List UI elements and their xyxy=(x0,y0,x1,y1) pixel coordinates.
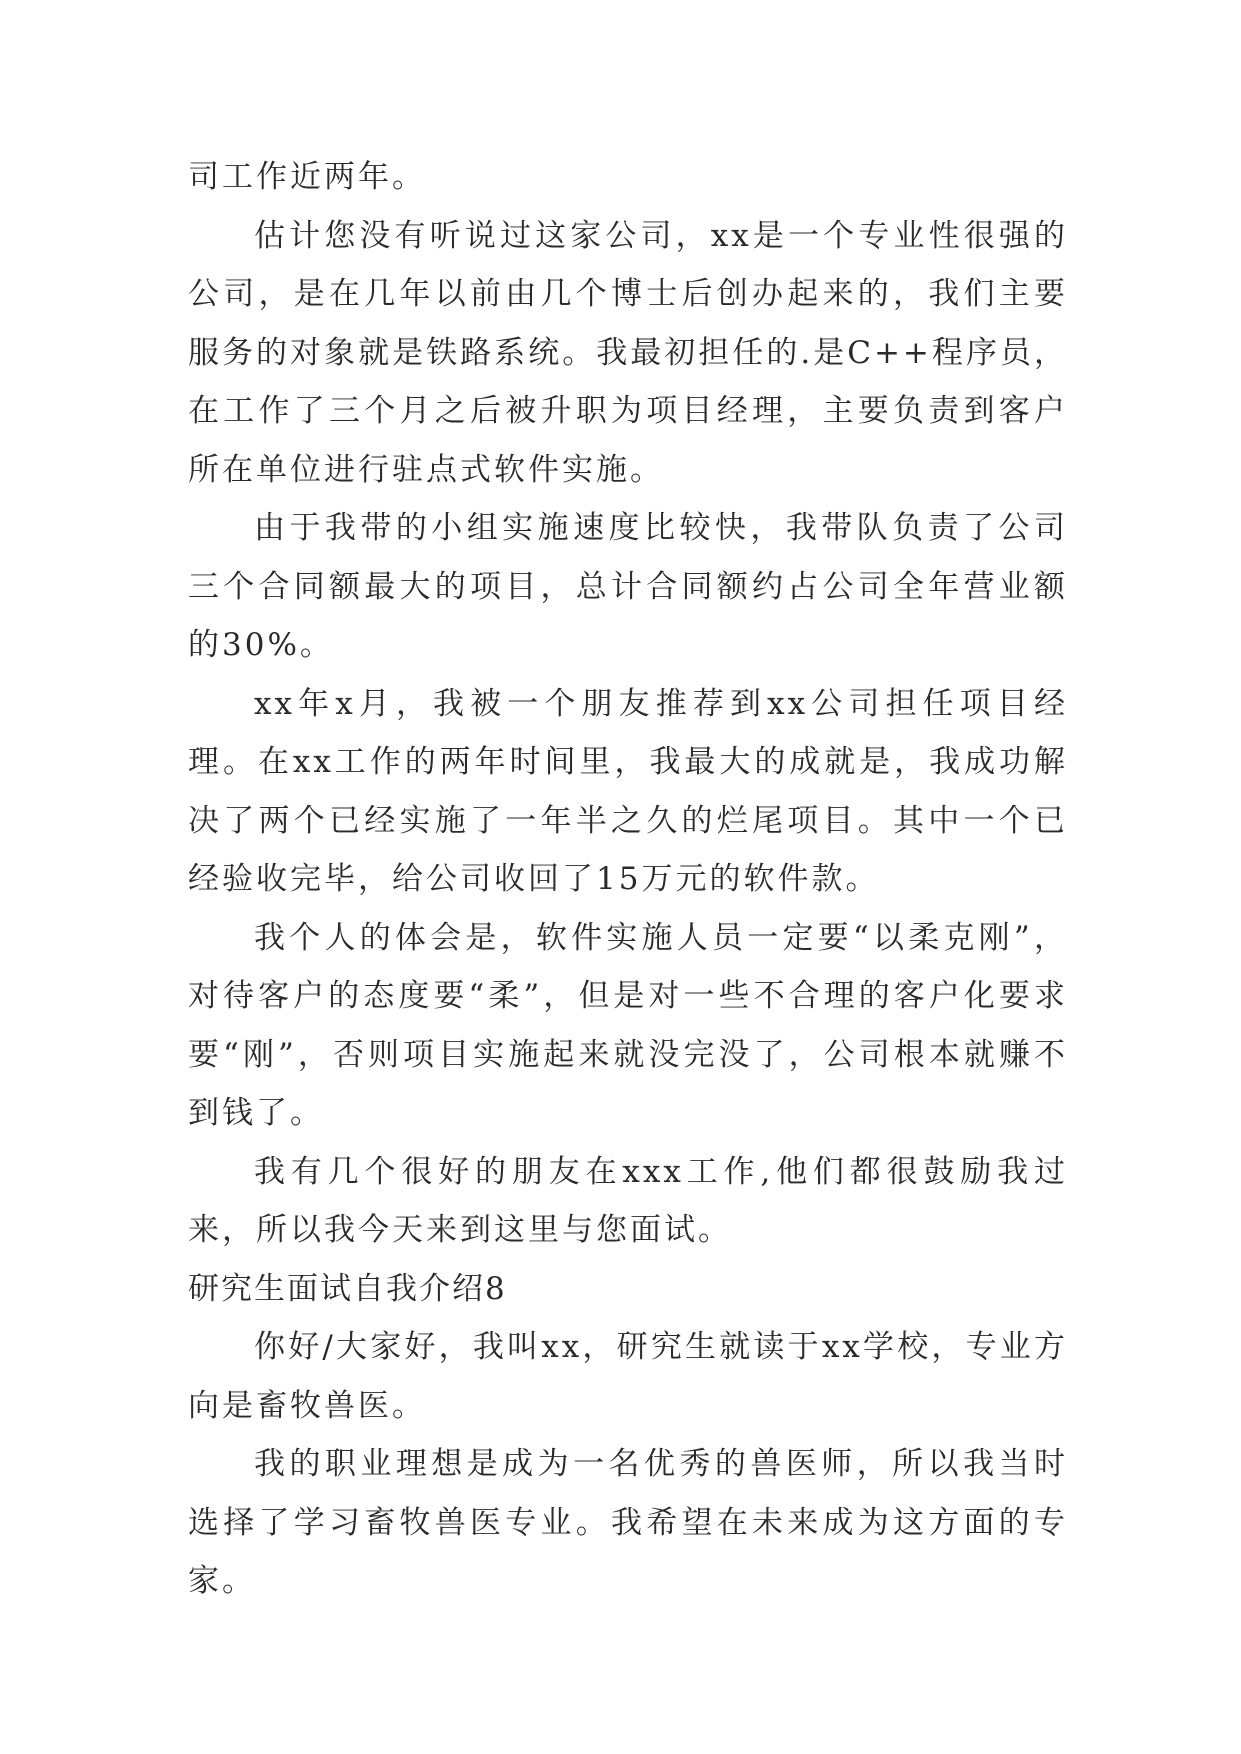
paragraph-career-goal: 我的职业理想是成为一名优秀的兽医师，所以我当时选择了学习畜牧兽医专业。我希望在未来成为这方面的专家。 xyxy=(188,1446,1068,1599)
paragraph-experience: 我个人的体会是，软件实施人员一定要“以柔克刚”，对待客户的态度要“柔”，但是对一些不合理的客户化要求要“刚”，否则项目实施起来就没完没了，公司根本就赚不到钱了。 xyxy=(188,919,1068,1131)
paragraph-continuation: 司工作近两年。 xyxy=(188,159,426,195)
paragraph-company-intro: 估计您没有听说过这家公司，xx是一个专业性很强的公司，是在几年以前由几个博士后创办起来的，我们主要服务的对象就是铁路系统。我最初担任的.是C++程序员，在工作了三个月之后被升职为项目经理，主要负责到客户所在单位进行驻点式软件实施。 xyxy=(188,217,1068,488)
paragraph-greeting: 你好/大家好，我叫xx，研究生就读于xx学校，专业方向是畜牧兽医。 xyxy=(188,1329,1068,1424)
section-heading: 研究生面试自我介绍8 xyxy=(188,1270,507,1307)
paragraph-friends: 我有几个很好的朋友在xxx工作,他们都很鼓励我过来，所以我今天来到这里与您面试。 xyxy=(188,1153,1068,1248)
paragraph-project-manager: xx年x月，我被一个朋友推荐到xx公司担任项目经理。在xx工作的两年时间里，我最大的成就是，我成功解决了两个已经实施了一年半之久的烂尾项目。其中一个已经验收完毕，给公司收回了15万元的软件款。 xyxy=(188,685,1068,897)
document-body xyxy=(188,148,1068,1611)
paragraph-team-speed: 由于我带的小组实施速度比较快，我带队负责了公司三个合同额最大的项目，总计合同额约占公司全年营业额的30%。 xyxy=(188,510,1068,663)
